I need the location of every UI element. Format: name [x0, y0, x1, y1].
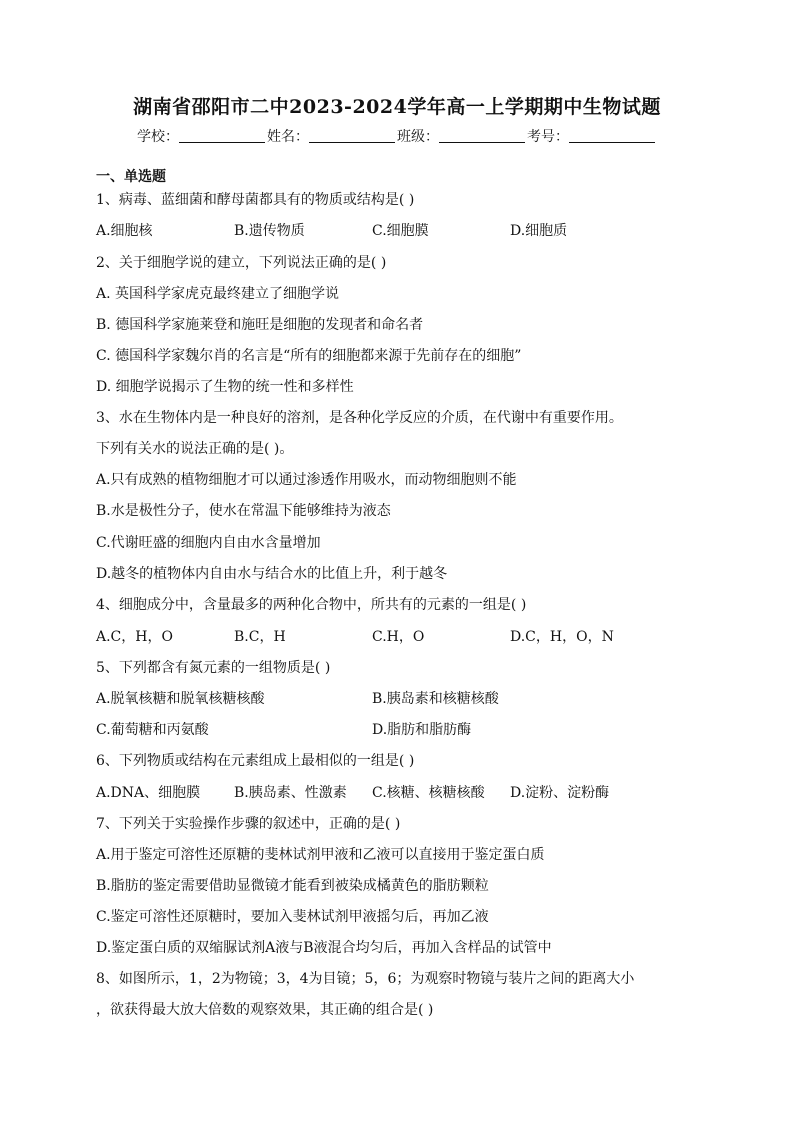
- question-3-option-a: A.只有成熟的植物细胞才可以通过渗透作用吸水，而动物细胞则不能: [96, 472, 517, 488]
- school-label: 学校：: [137, 129, 179, 145]
- question-4-option-c: C.H，O: [372, 629, 425, 645]
- question-1-option-c: C.细胞膜: [372, 223, 429, 239]
- question-1-option-b: B.遗传物质: [234, 223, 305, 239]
- page-title: 湖南省邵阳市二中2023-2024学年高一上学期期中生物试题: [133, 96, 661, 118]
- question-2-option-d: D. 细胞学说揭示了生物的统一性和多样性: [96, 379, 354, 395]
- question-4-options: [96, 626, 696, 646]
- question-2-option-c: C. 德国科学家魏尔肖的名言是“所有的细胞都来源于先前存在的细胞”: [96, 348, 522, 364]
- name-field: [267, 126, 397, 146]
- class-label: 班级：: [397, 129, 439, 145]
- question-6-option-c: C.核糖、核糖核酸: [372, 785, 485, 801]
- school-blank: [179, 130, 265, 143]
- question-7-option-a: A.用于鉴定可溶性还原糖的斐林试剂甲液和乙液可以直接用于鉴定蛋白质: [96, 847, 545, 863]
- question-3-option-d: D.越冬的植物体内自由水与结合水的比值上升，利于越冬: [96, 566, 448, 582]
- exam-number-field: [527, 126, 657, 146]
- question-6-option-b: B.胰岛素、性激素: [234, 785, 347, 801]
- question-6-stem: 6、下列物质或结构在元素组成上最相似的一组是( ): [96, 753, 415, 769]
- exam-number-blank: [569, 130, 655, 143]
- question-5-options-row-2: [96, 719, 696, 739]
- question-8-stem-line-1: 8、如图所示，1，2为物镜；3，4为目镜；5，6；为观察时物镜与装片之间的距离大小: [96, 971, 635, 987]
- question-8-stem-line-2: ，欲获得最大放大倍数的观察效果，其正确的组合是( ): [96, 1002, 434, 1018]
- question-7-option-d: D.鉴定蛋白质的双缩脲试剂A液与B液混合均匀后，再加入含样品的试管中: [96, 940, 552, 956]
- question-2-option-b: B. 德国科学家施莱登和施旺是细胞的发现者和命名者: [96, 317, 424, 333]
- question-3-stem-line-2: 下列有关水的说法正确的是( )。: [96, 441, 294, 457]
- question-7-option-b: B.脂肪的鉴定需要借助显微镜才能看到被染成橘黄色的脂肪颗粒: [96, 878, 489, 894]
- question-2-option-a: A. 英国科学家虎克最终建立了细胞学说: [96, 286, 340, 302]
- question-5-stem: 5、下列都含有氮元素的一组物质是( ): [96, 660, 331, 676]
- school-field: [137, 126, 267, 146]
- question-5-option-a: A.脱氧核糖和脱氧核糖核酸: [96, 691, 265, 707]
- question-6-option-d: D.淀粉、淀粉酶: [510, 785, 610, 801]
- section-heading: 一、单选题: [96, 169, 166, 185]
- class-blank: [439, 130, 525, 143]
- name-label: 姓名：: [267, 129, 309, 145]
- question-5-option-b: B.胰岛素和核糖核酸: [372, 691, 499, 707]
- question-1-stem: 1、病毒、蓝细菌和酵母菌都具有的物质或结构是( ): [96, 192, 415, 208]
- question-6-option-a: A.DNA、细胞膜: [96, 785, 201, 801]
- question-4-option-d: D.C，H，O，N: [510, 629, 614, 645]
- question-3-stem-line-1: 3、水在生物体内是一种良好的溶剂，是各种化学反应的介质，在代谢中有重要作用。: [96, 410, 623, 426]
- student-info-row: [0, 126, 794, 146]
- question-7-stem: 7、下列关于实验操作步骤的叙述中，正确的是( ): [96, 816, 401, 832]
- question-4-stem: 4、细胞成分中，含量最多的两种化合物中，所共有的元素的一组是( ): [96, 597, 527, 613]
- question-3-option-b: B.水是极性分子，使水在常温下能够维持为液态: [96, 503, 391, 519]
- question-3-option-c: C.代谢旺盛的细胞内自由水含量增加: [96, 535, 321, 551]
- question-2-stem: 2、关于细胞学说的建立，下列说法正确的是( ): [96, 255, 387, 271]
- name-blank: [309, 130, 395, 143]
- question-7-option-c: C.鉴定可溶性还原糖时，要加入斐林试剂甲液摇匀后，再加乙液: [96, 909, 489, 925]
- question-5-options-row-1: [96, 688, 696, 708]
- question-5-option-c: C.葡萄糖和丙氨酸: [96, 722, 209, 738]
- question-1-option-a: A.细胞核: [96, 223, 153, 239]
- exam-number-label: 考号：: [527, 129, 569, 145]
- question-4-option-a: A.C，H，O: [96, 629, 173, 645]
- question-5-option-d: D.脂肪和脂肪酶: [372, 722, 472, 738]
- question-4-option-b: B.C，H: [234, 629, 286, 645]
- question-1-options: [96, 220, 696, 240]
- question-6-options: [96, 782, 696, 802]
- class-field: [397, 126, 527, 146]
- question-1-option-d: D.细胞质: [510, 223, 568, 239]
